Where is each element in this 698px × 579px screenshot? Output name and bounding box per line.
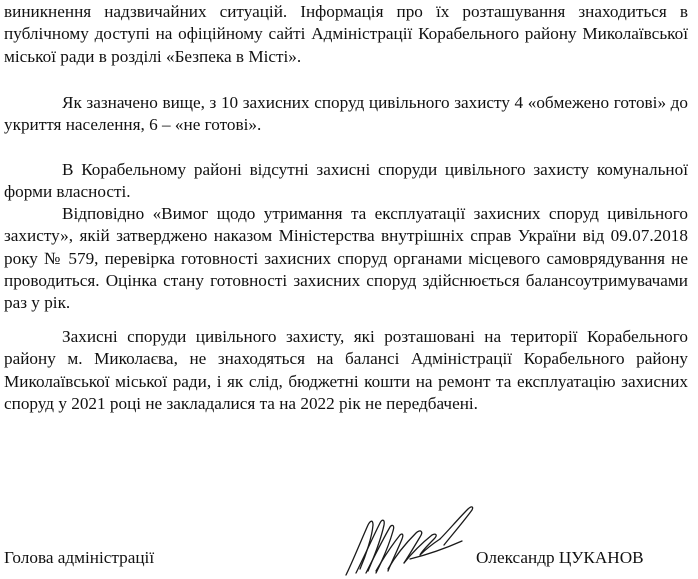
signature-icon <box>340 503 480 579</box>
paragraph-no-communal-shelters: В Корабельному районі відсутні захисні споруди цивільного захисту комунальної форми власності. <box>4 160 688 202</box>
position-title: Голова адміністрації <box>4 548 155 567</box>
paragraph-emergency-info: виникнення надзвичайних ситуацій. Інформація про їх розташування знаходиться в публічному доступі на офіційному сайті Адміністрації Корабельного району Миколаївської міської ради в розділі «Безпека в Місті». <box>4 2 688 66</box>
paragraph-shelter-readiness: Як зазначено вище, з 10 захисних споруд цивільного захисту 4 «обмежено готові» до укриття населення, 6 – «не готові». <box>4 93 688 135</box>
signatory-name: Олександр ЦУКАНОВ <box>476 548 644 567</box>
paragraph-inspection-requirements: Відповідно «Вимог щодо утримання та експлуатації захисних споруд цивільного захисту», якій затверджено наказом Міністерства внутрішніх справ України від 09.07.2018 року № 579, перевірка готовності захисних споруд органами місцевого самоврядування не проводиться. Оцінка стану готовності захисних споруд здійснюється балансоутримувачами раз у рік. <box>4 204 688 313</box>
paragraph-budget-funding: Захисні споруди цивільного захисту, які розташовані на території Корабельного району м. Миколаєва, не знаходяться на балансі Адміністрації Корабельного району Миколаївської міської ради, і як слід, бюджетні кошти на ремонт та експлуатацію захисних споруд у 2021 році не закладалися та на 2022 рік не передбачені. <box>4 327 688 413</box>
